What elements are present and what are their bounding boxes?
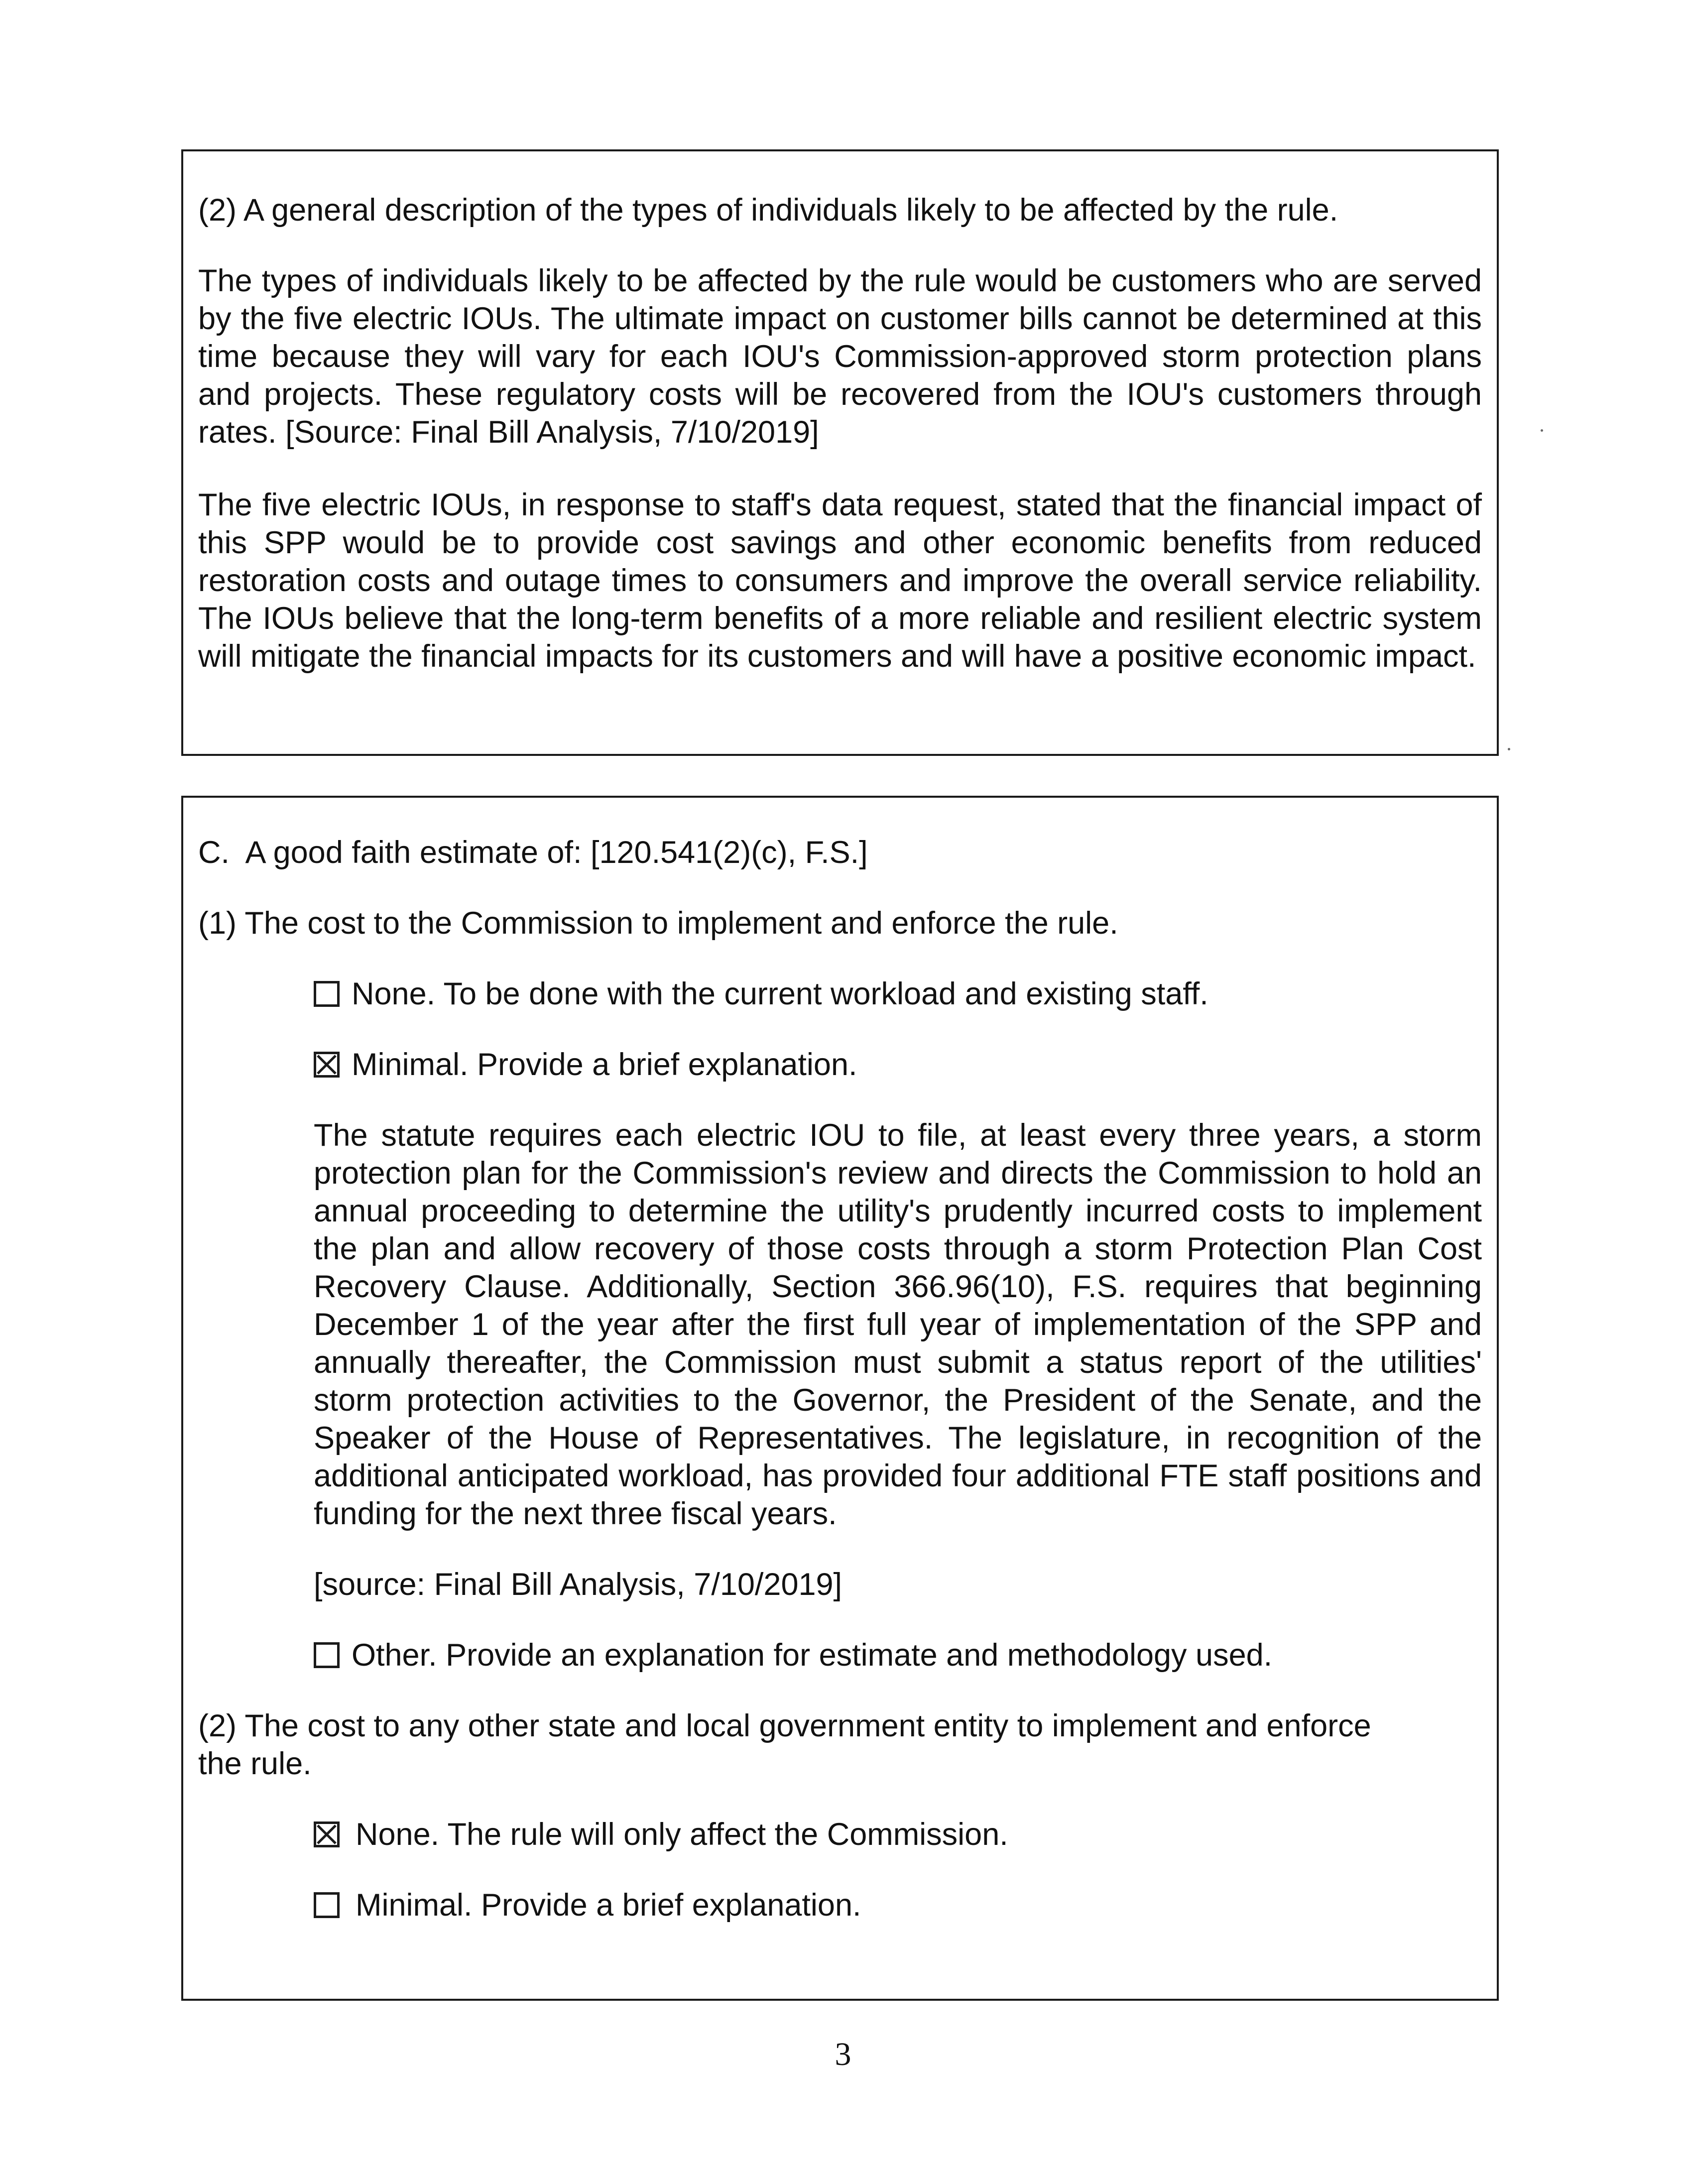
- scan-speck: [1541, 429, 1543, 432]
- checkbox-unchecked-icon[interactable]: [314, 981, 340, 1007]
- section-b2-box: [181, 149, 1499, 756]
- item-1-heading: (1) The cost to the Commission to implement and enforce the rule.: [198, 906, 1118, 941]
- item-2-heading: (2) The cost to any other state and local government entity to implement and enforce the rule.: [198, 1708, 1371, 1781]
- item-1-option-minimal-label: Minimal. Provide a brief explanation.: [352, 1047, 857, 1082]
- item-2-option-minimal[interactable]: [314, 1886, 1482, 1924]
- check-x-mark-icon: [316, 1054, 337, 1075]
- section-b2-paragraph-1: The types of individuals likely to be affected by the rule would be customers who are served by the five electric IOUs. The ultimate impact on customer bills cannot be determined at this time because they will vary for each IOU's Commission-approved storm protection plans and projects. These regulatory costs will be recovered from the IOU's customers through rates. [Source: Final Bill Analysis, 7/10/2019]: [198, 263, 1482, 450]
- section-c-box: [181, 796, 1499, 2001]
- item-1-option-none[interactable]: [314, 975, 1482, 1013]
- page-number: 3: [835, 2036, 851, 2072]
- checkbox-unchecked-icon[interactable]: [314, 1892, 340, 1918]
- item-2-option-minimal-label: Minimal. Provide a brief explanation.: [356, 1888, 861, 1923]
- scan-speck: [1508, 748, 1510, 750]
- item-1-option-other-label: Other. Provide an explanation for estimate and methodology used.: [352, 1638, 1273, 1673]
- section-c-heading: C. A good faith estimate of: [120.541(2)(c), F.S.]: [198, 835, 868, 870]
- checkbox-unchecked-icon[interactable]: [314, 1642, 340, 1668]
- checkbox-checked-icon[interactable]: [314, 1821, 340, 1847]
- item-2-option-none-label: None. The rule will only affect the Commission.: [356, 1817, 1008, 1852]
- item-1-explanation: The statute requires each electric IOU to file, at least every three years, a storm protection plan for the Commission's review and directs the Commission to hold an annual proceeding to determine the utility's prudently incurred costs to implement the plan and allow recovery of those costs through a storm Protection Plan Cost Recovery Clause. Additionally, Section 366.96(10), F.S. requires that beginning December 1 of the year after the first full year of implementation of the SPP and annually thereafter, the Commission must submit a status report of the utilities' storm protection activities to the Governor, the President of the Senate, and the Speaker of the House of Representatives. The legislature, in recognition of the additional anticipated workload, has provided four additional FTE staff positions and funding for the next three fiscal years.: [314, 1118, 1482, 1531]
- section-b2-heading: (2) A general description of the types of individuals likely to be affected by the rule.: [198, 193, 1338, 228]
- item-1-option-other[interactable]: [314, 1636, 1482, 1674]
- item-1-source: [source: Final Bill Analysis, 7/10/2019]: [314, 1567, 843, 1602]
- section-b2-paragraph-2: The five electric IOUs, in response to staff's data request, stated that the financial impact of this SPP would be to provide cost savings and other economic benefits from reduced restoration costs and outage times to consumers and improve the overall service reliability. The IOUs believe that the long-term benefits of a more reliable and resilient electric system will mitigate the financial impacts for its customers and will have a positive economic impact.: [198, 487, 1482, 674]
- item-2-option-none[interactable]: [314, 1816, 1482, 1853]
- item-1-option-none-label: None. To be done with the current workload and existing staff.: [352, 976, 1208, 1011]
- checkbox-checked-icon[interactable]: [314, 1052, 340, 1078]
- check-x-mark-icon: [316, 1824, 337, 1845]
- item-1-option-minimal[interactable]: [314, 1046, 1482, 1084]
